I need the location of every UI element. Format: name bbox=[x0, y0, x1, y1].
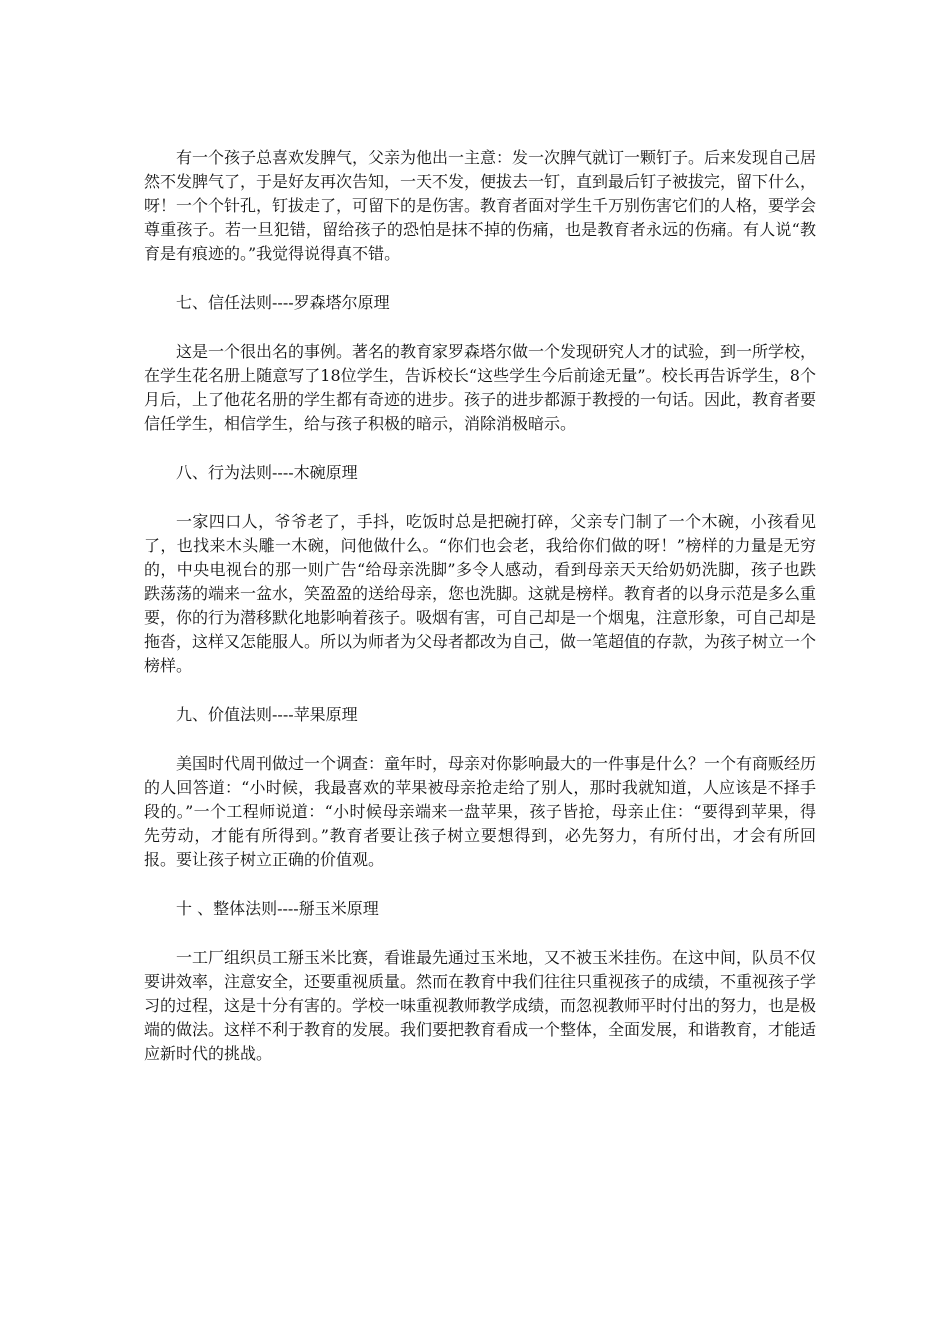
paragraph-nail-story: 有一个孩子总喜欢发脾气，父亲为他出一主意：发一次脾气就订一颗钉子。后来发现自己居然不发脾气了，于是好友再次告知，一天不发，便拔去一钉，直到最后钉子被拔完，留下什么，呀！一个个针孔，钉拔走了，可留下的是伤害。教育者面对学生千万别伤害它们的人格，要学会尊重孩子。若一旦犯错，留给孩子的恐怕是抹不掉的伤痛，也是教育者永远的伤痛。有人说“教育是有痕迹的。”我觉得说得真不错。 bbox=[144, 148, 817, 263]
heading-behavior-rule: 八、行为法则----木碗原理 bbox=[176, 463, 358, 482]
heading-value-rule: 九、价值法则----苹果原理 bbox=[176, 705, 358, 724]
paragraph-wooden-bowl: 一家四口人，爷爷老了，手抖，吃饭时总是把碗打碎，父亲专门制了一个木碗，小孩看见了，也找来木头雕一木碗，问他做什么。“你们也会老，我给你们做的呀！”榜样的力量是无穷的，中央电视台的那一则广告“给母亲洗脚”多令人感动，看到母亲天天给奶奶洗脚，孩子也跌跌荡荡的端来一盆水，笑盈盈的送给母亲，您也洗脚。这就是榜样。教育者的以身示范是多么重要，你的行为潜移默化地影响着孩子。吸烟有害，可自己却是一个烟鬼，注意形象，可自己却是拖沓，这样又怎能服人。所以为师者为父母者都改为自己，做一笔超值的存款，为孩子树立一个榜样。 bbox=[144, 512, 817, 675]
paragraph-corn: 一工厂组织员工掰玉米比赛，看谁最先通过玉米地，又不被玉米挂伤。在这中间，队员不仅要讲效率，注意安全，还要重视质量。然而在教育中我们往往只重视孩子的成绩，不重视孩子学习的过程，这是十分有害的。学校一味重视教师教学成绩，而忽视教师平时付出的努力，也是极端的做法。这样不利于教育的发展。我们要把教育看成一个整体，全面发展，和谐教育，才能适应新时代的挑战。 bbox=[144, 948, 817, 1063]
paragraph-rosenthal: 这是一个很出名的事例。著名的教育家罗森塔尔做一个发现研究人才的试验，到一所学校，在学生花名册上随意写了18位学生，告诉校长“这些学生今后前途无量”。校长再告诉学生，8个月后，上了他花名册的学生都有奇迹的进步。孩子的进步都源于教授的一句话。因此，教育者要信任学生，相信学生，给与孩子积极的暗示，消除消极暗示。 bbox=[144, 342, 817, 433]
document-page bbox=[144, 146, 816, 1066]
heading-trust-rule: 七、信任法则----罗森塔尔原理 bbox=[176, 293, 390, 312]
heading-whole-rule: 十 、整体法则----掰玉米原理 bbox=[176, 899, 379, 918]
paragraph-apple: 美国时代周刊做过一个调查：童年时，母亲对你影响最大的一件事是什么？一个有商贩经历的人回答道：“小时候，我最喜欢的苹果被母亲抢走给了别人，那时我就知道，人应该是不择手段的。”一个工程师说道：“小时候母亲端来一盘苹果，孩子皆抢，母亲止住：“要得到苹果，得先劳动，才能有所得到。”教育者要让孩子树立要想得到，必先努力，有所付出，才会有所回报。要让孩子树立正确的价值观。 bbox=[144, 754, 817, 869]
